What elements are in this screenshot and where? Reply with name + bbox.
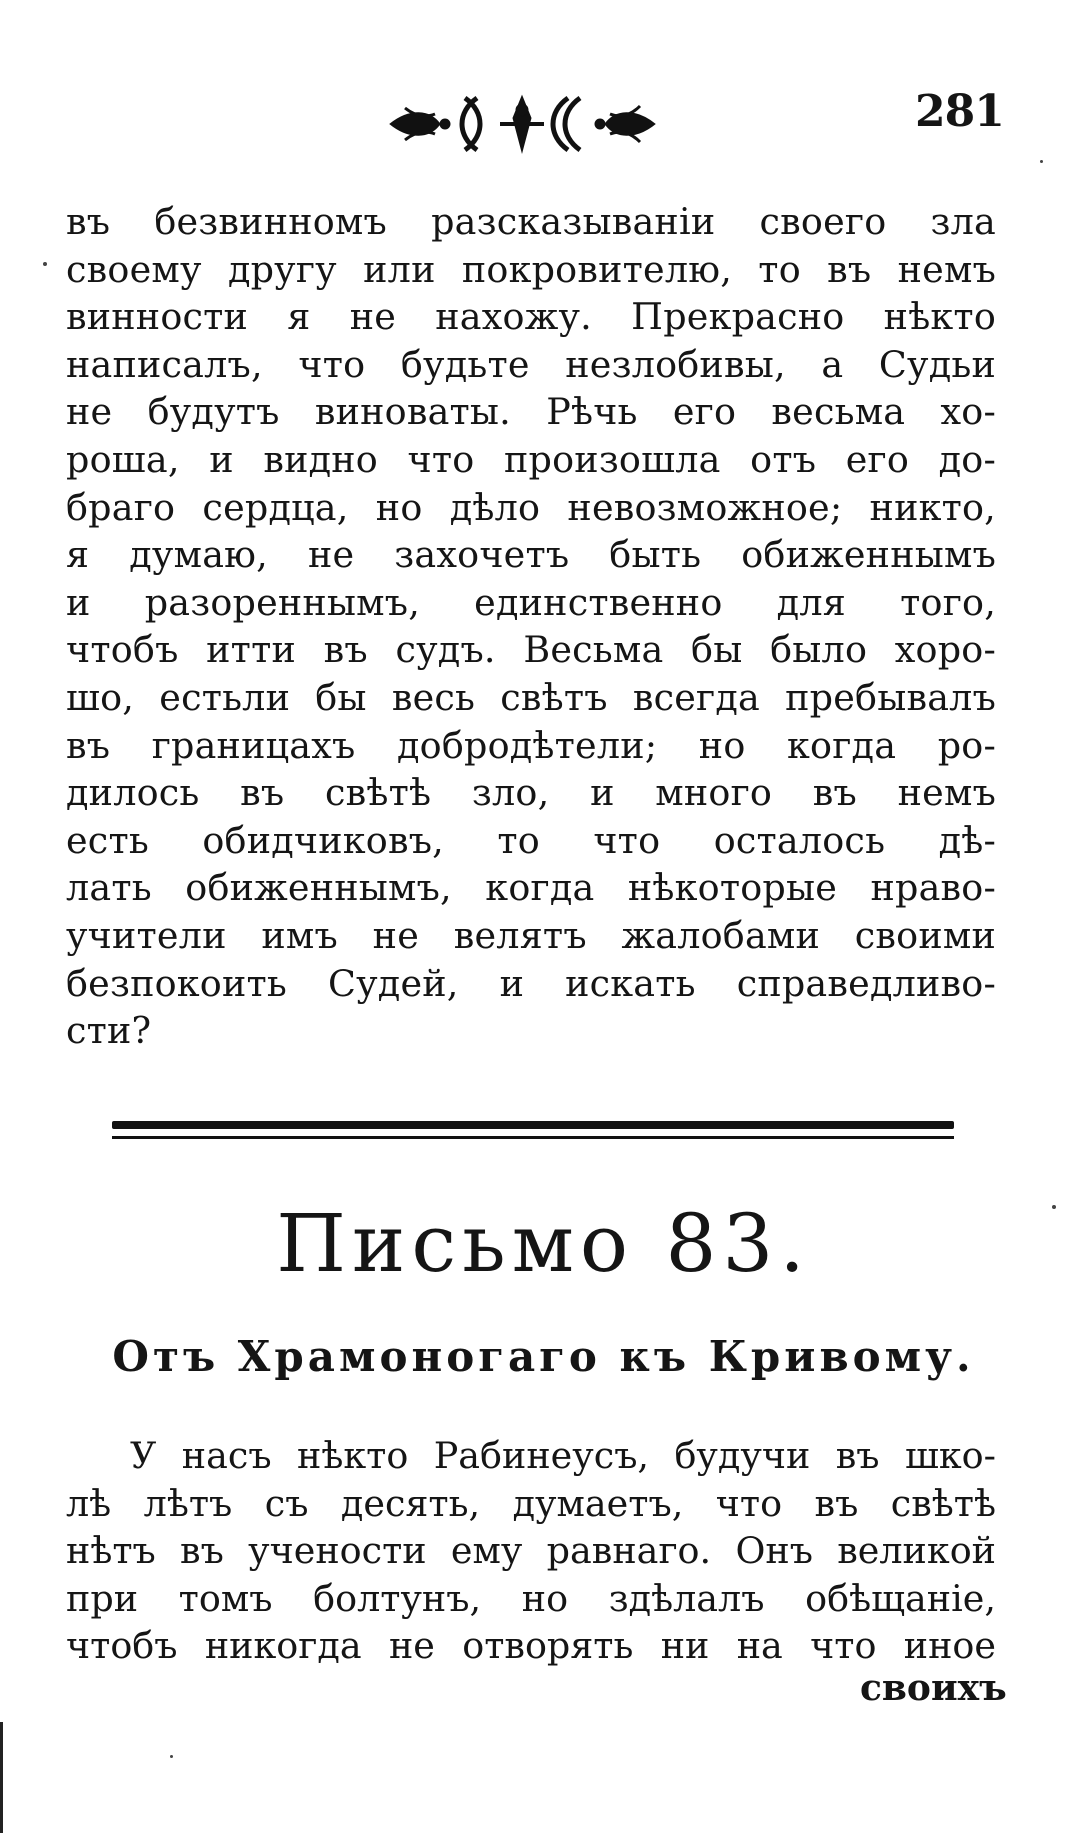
- scan-edge-mark: [0, 1722, 3, 1833]
- text-line: учители имъ не велятъ жалобами своими: [66, 913, 996, 957]
- text-line: въ границахъ добродѣтели; но когда ро-: [66, 723, 996, 767]
- ink-speck: [170, 1755, 173, 1758]
- text-line: У насъ нѣкто Рабинеусъ, будучи въ шко-: [130, 1434, 996, 1477]
- text-line: сти?: [66, 1009, 152, 1053]
- text-line: безпокоить Судей, и искать справедливо-: [66, 961, 996, 1005]
- section-divider-thick: [112, 1121, 954, 1129]
- catchword: своихъ: [860, 1667, 1007, 1709]
- text-line: роша, и видно что произошла отъ его до-: [66, 437, 996, 481]
- floral-ornament-icon: [385, 88, 660, 158]
- text-line: нѣтъ въ учености ему равнаго. Онъ великой: [66, 1529, 996, 1573]
- text-line: въ безвинномъ разсказываніи своего зла: [66, 200, 996, 243]
- text-line: лать обиженнымъ, когда нѣкоторые нраво-: [66, 866, 996, 910]
- text-line: дилось въ свѣтѣ зло, и много въ немъ: [66, 771, 996, 815]
- section-divider-thin: [112, 1136, 954, 1139]
- text-line: лѣ лѣтъ съ десять, думаетъ, что въ свѣтѣ: [66, 1481, 996, 1525]
- body-text: [66, 198, 996, 1055]
- text-line: чтобъ никогда не отворять ни на что иное: [66, 1624, 996, 1668]
- text-line: есть обидчиковъ, то что осталось дѣ-: [66, 818, 996, 862]
- ink-speck: [43, 262, 47, 266]
- letter-subtitle: Отъ Храмоногаго къ Кривому.: [112, 1332, 975, 1381]
- text-line: не будутъ виноваты. Рѣчь его весьма хо-: [66, 390, 996, 434]
- text-line: своему другу или покровителю, то въ немъ: [66, 247, 996, 291]
- text-line: шо, естьли бы весь свѣтъ всегда пребывалъ: [66, 675, 996, 719]
- text-line: при томъ болтунъ, но здѣлалъ обѣщаніе,: [66, 1576, 996, 1620]
- text-line: и разореннымъ, единственно для того,: [66, 580, 996, 624]
- letter-heading: Письмо 83.: [276, 1197, 811, 1290]
- page-number: 281: [915, 86, 1004, 137]
- text-line: написалъ, что будьте незлобивы, а Судьи: [66, 342, 996, 386]
- letter-body-text: [66, 1432, 996, 1670]
- text-line: чтобъ итти въ судъ. Весьма бы было хоро-: [66, 628, 996, 672]
- text-line: я думаю, не захочетъ быть обиженнымъ: [66, 533, 996, 577]
- text-line: браго сердца, но дѣло невозможное; никто,: [66, 485, 996, 529]
- ink-speck: [1040, 160, 1043, 163]
- ink-speck: [1052, 1205, 1056, 1209]
- text-line: винности я не нахожу. Прекрасно нѣкто: [66, 295, 996, 339]
